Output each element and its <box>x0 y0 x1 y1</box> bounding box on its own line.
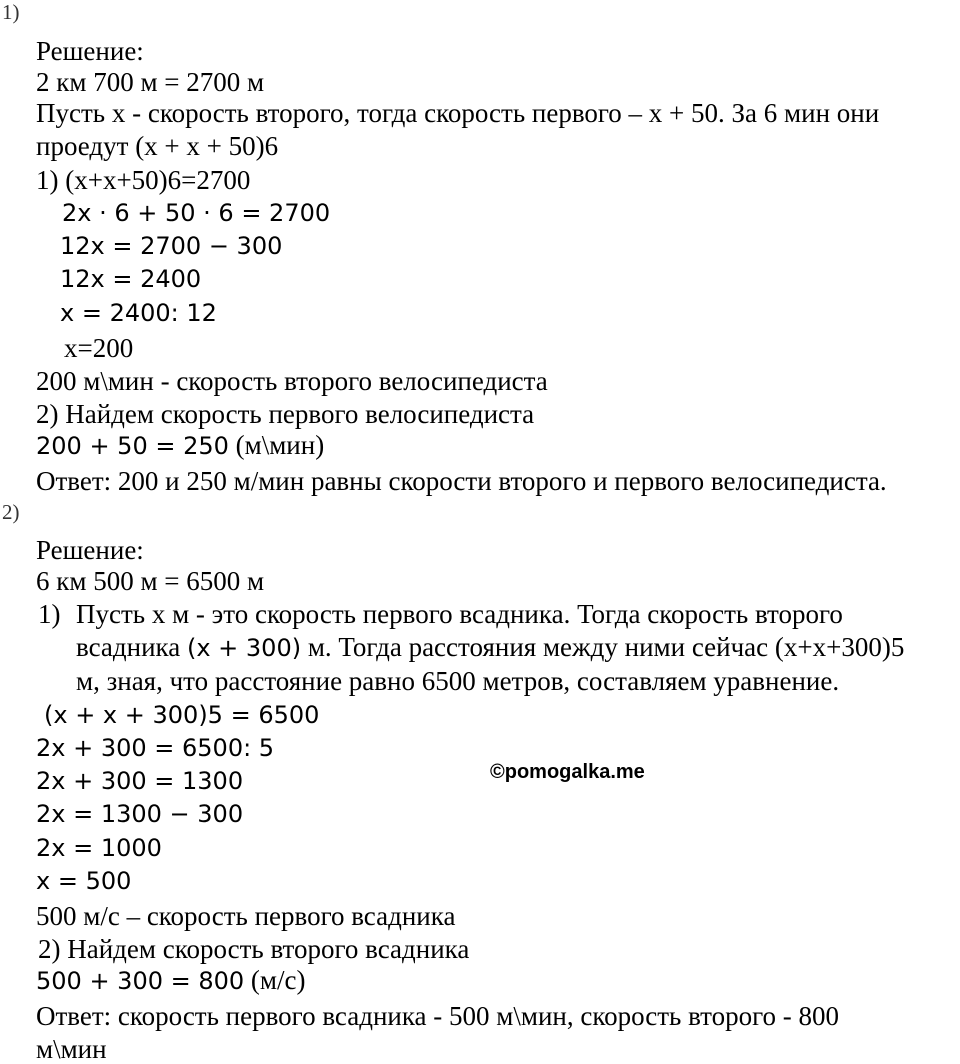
list-item-line-3: м, зная, что расстояние равно 6500 метров, составляем уравнение. <box>76 666 840 696</box>
step-2-heading: 2) Найдем скорость первого велосипедиста <box>36 399 535 429</box>
result-line: 500 м/с – скорость первого всадника <box>36 901 456 931</box>
calculation-math: 200 + 50 = 250 <box>36 432 229 460</box>
answer-line-1: Ответ: скорость первого всадника - 500 м\мин, скорость второго - 800 <box>36 1001 840 1031</box>
math-fragment: (x + 300) <box>186 634 302 662</box>
calculation-line <box>36 967 305 994</box>
calculation-unit: (м/с) <box>244 965 306 995</box>
watermark: ©pomogalka.me <box>490 761 645 783</box>
list-item-number: 1) <box>38 599 61 629</box>
text-fragment: всадника <box>76 632 187 662</box>
section-1-heading: Решение: <box>36 36 144 66</box>
section-2-heading: Решение: <box>36 535 144 565</box>
equation-solution: x=200 <box>64 333 134 363</box>
equation-solution: x = 500 <box>36 867 132 895</box>
equation-line: 2x = 1000 <box>36 834 162 862</box>
section-2-number: 2) <box>2 500 20 524</box>
calculation-math: 500 + 300 = 800 <box>36 967 245 995</box>
step-1-equation: 1) (x+x+50)6=2700 <box>36 165 251 195</box>
equation-line: 2x · 6 + 50 · 6 = 2700 <box>62 199 331 227</box>
unit-conversion: 6 км 500 м = 6500 м <box>36 566 265 596</box>
equation-line: 2x + 300 = 1300 <box>36 767 244 795</box>
equation-line: (x + x + 300)5 = 6500 <box>44 701 320 729</box>
result-line: 200 м\мин - скорость второго велосипедиста <box>36 366 548 396</box>
calculation-line <box>36 432 324 459</box>
text-fragment: м. Тогда расстояния между ними сейчас (x+x+300)5 <box>301 632 905 662</box>
list-item-line-1: Пусть x м - это скорость первого всадника. Тогда скорость второго <box>76 599 843 629</box>
calculation-unit: (м\мин) <box>228 430 325 460</box>
list-item-line-2 <box>76 634 904 661</box>
step-2-heading: 2) Найдем скорость второго всадника <box>38 934 470 964</box>
equation-line: x = 2400: 12 <box>60 299 217 327</box>
answer-line-2: м\мин <box>36 1034 107 1064</box>
equation-line: 12x = 2700 − 300 <box>60 232 283 260</box>
equation-line: 12x = 2400 <box>60 265 202 293</box>
unit-conversion: 2 км 700 м = 2700 м <box>36 67 265 97</box>
section-1-number: 1) <box>2 0 20 24</box>
problem-setup-line-1: Пусть x - скорость второго, тогда скорость первого – x + 50. За 6 мин они <box>36 98 880 128</box>
problem-setup-line-2: проедут (x + x + 50)6 <box>36 131 279 161</box>
equation-line: 2x + 300 = 6500: 5 <box>36 734 275 762</box>
equation-line: 2x = 1300 − 300 <box>36 800 244 828</box>
answer-line: Ответ: 200 и 250 м/мин равны скорости второго и первого велосипедиста. <box>36 466 887 496</box>
